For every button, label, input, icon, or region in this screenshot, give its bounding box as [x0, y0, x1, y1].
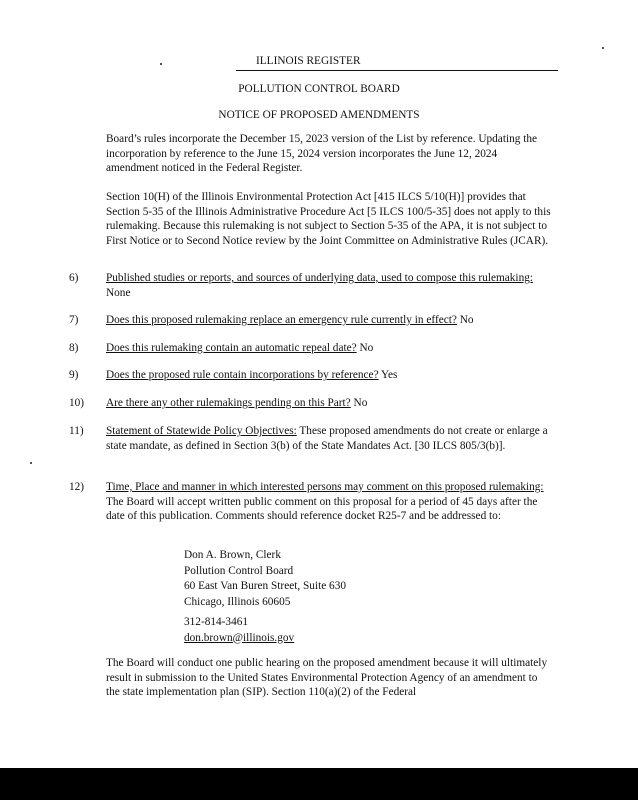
contact-email-link[interactable]: don.brown@illinois.gov: [184, 631, 295, 644]
item-9: [106, 368, 552, 383]
item-10: [106, 396, 552, 411]
item-number: 10): [69, 397, 85, 409]
intro-paragraph-2: Section 10(H) of the Illinois Environmental Protection Act [415 ILCS 5/10(H)] provides that Section 5-35 of the Illinois Administrative Procedure Act [5 ILCS 100/5-35] does not apply to this rulemaking. Because this rulemaking is not subject to Section 5-35 of the APA, it is not subject to First Notice or to Second Notice review by the Joint Committee on Administrative Rules (JCAR).: [106, 191, 551, 247]
item-question: Time, Place and manner in which interested persons may comment on this proposed rulemaking:: [106, 481, 544, 493]
contact-city: Chicago, Illinois 60605: [184, 595, 291, 608]
item-number: 6): [69, 272, 79, 284]
scan-speck: [30, 462, 32, 464]
item-number: 11): [69, 425, 84, 437]
item-11: [106, 424, 552, 453]
item-question: Statement of Statewide Policy Objectives:: [106, 425, 297, 437]
item-8: [106, 341, 552, 356]
item-question: Does the proposed rule contain incorporations by reference?: [106, 369, 379, 381]
contact-phone: 312-814-3461: [184, 616, 249, 628]
item-question: Are there any other rulemakings pending on this Part?: [106, 397, 351, 409]
item-7: [106, 313, 552, 328]
item-12: [106, 480, 552, 524]
scan-speck: [160, 63, 162, 65]
item-answer: No: [359, 342, 374, 354]
item-number: 7): [69, 314, 79, 326]
contact-name: Don A. Brown, Clerk: [184, 549, 281, 561]
contact-street: 60 East Van Buren Street, Suite 630: [184, 580, 347, 592]
item-number: 12): [69, 481, 85, 493]
item-answer: Yes: [381, 369, 398, 381]
register-header: [236, 54, 558, 71]
item-answer: No: [353, 397, 368, 409]
item-answer: These proposed amendments do not create or enlarge a state mandate, as defined in Section 3(b) of the State Mandates Act. [30 ILCS 805/3(b)].: [106, 425, 548, 452]
item-6: [106, 271, 552, 300]
item-question: Published studies or reports, and sources of underlying data, used to compose this rulemaking:: [106, 272, 534, 284]
item-answer: No: [459, 314, 474, 326]
intro-paragraph-1: Board’s rules incorporate the December 15, 2023 version of the List by reference. Updating the incorporation by reference to the June 15, 2024 version incorporates the June 12, 2024 amendment noticed in the Federal Register.: [106, 133, 538, 175]
scan-bottom-border: [0, 768, 638, 800]
mailing-address: [184, 548, 484, 610]
scan-speck: [602, 47, 604, 49]
item-question: Does this rulemaking contain an automatic repeal date?: [106, 342, 357, 354]
item-answer: None: [106, 286, 131, 299]
notice-title: NOTICE OF PROPOSED AMENDMENTS: [218, 109, 420, 121]
contact-office: Pollution Control Board: [184, 564, 294, 577]
agency-name: POLLUTION CONTROL BOARD: [238, 83, 400, 95]
item-number: 8): [69, 342, 79, 354]
item-number: 9): [69, 369, 79, 381]
item-answer: The Board will accept written public comment on this proposal for a period of 45 days after the date of this publication. Comments should reference docket R25-7 and be addressed to:: [106, 495, 538, 523]
closing-paragraph: The Board will conduct one public hearing on the proposed amendment because it will ultimately result in submission to the United States Environmental Protection Agency of an amendment to the state implementation plan (SIP). Section 110(a)(2) of the Federal: [106, 657, 548, 699]
register-title: ILLINOIS REGISTER: [256, 55, 361, 67]
contact-details: [184, 615, 484, 646]
item-question: Does this proposed rulemaking replace an emergency rule currently in effect?: [106, 314, 457, 326]
